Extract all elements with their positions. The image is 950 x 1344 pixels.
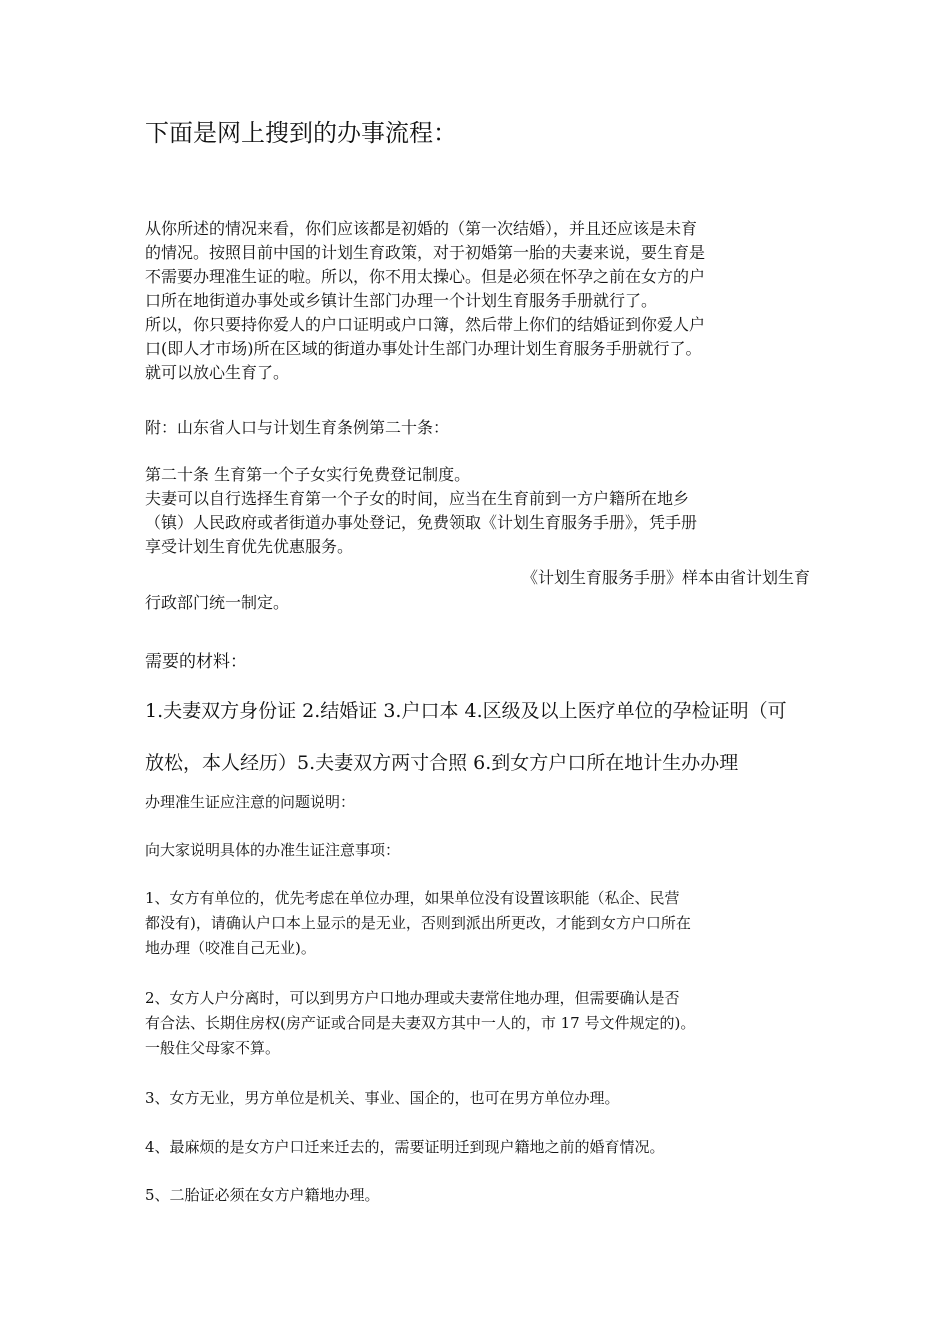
note-line: 都没有)，请确认户口本上显示的是无业，否则到派出所更改，才能到女方户口所在 <box>145 914 691 932</box>
article-paragraph <box>145 463 810 559</box>
intro-line: 口(即人才市场)所在区域的街道办事处计生部门办理计划生育服务手册就行了。 <box>145 339 702 358</box>
notes-intro: 向大家说明具体的办准生证注意事项： <box>145 841 401 859</box>
note-3: 3、女方无业，男方单位是机关、事业、国企的，也可在男方单位办理。 <box>145 1089 620 1107</box>
article-line: （镇）人民政府或者街道办事处登记，免费领取《计划生育服务手册》，凭手册 <box>145 513 698 532</box>
intro-line: 就可以放心生育了。 <box>145 363 290 382</box>
note-line: 地办理（咬准自己无业)。 <box>145 939 316 957</box>
materials-heading: 需要的材料： <box>145 652 247 672</box>
intro-line: 所以，你只要持你爱人的户口证明或户口簿，然后带上你们的结婚证到你爱人户 <box>145 315 706 334</box>
materials-line: 放松，本人经历）5.夫妻双方两寸合照 6.到女方户口所在地计生办办理 <box>145 752 739 774</box>
intro-line: 从你所述的情况来看，你们应该都是初婚的（第一次结婚），并且还应该是未育 <box>145 219 698 238</box>
article-right-line: 《计划生育服务手册》样本由省计划生育 <box>521 568 810 587</box>
note-line: 一般住父母家不算。 <box>145 1039 281 1057</box>
article-line: 享受计划生育优先优惠服务。 <box>145 537 354 556</box>
note-line: 1、女方有单位的，优先考虑在单位办理，如果单位没有设置该职能（私企、民营 <box>145 889 680 907</box>
article-line: 第二十条 生育第一个子女实行免费登记制度。 <box>145 465 471 484</box>
article-line: 夫妻可以自行选择生育第一个子女的时间，应当在生育前到一方户籍所在地乡 <box>145 489 690 508</box>
article-tail-line: 行政部门统一制定。 <box>145 593 290 612</box>
intro-line: 口所在地街道办事处或乡镇计生部门办理一个计划生育服务手册就行了。 <box>145 291 658 310</box>
materials-list <box>145 693 810 781</box>
note-5: 5、二胎证必须在女方户籍地办理。 <box>145 1186 380 1204</box>
intro-line: 不需要办理准生证的啦。所以，你不用太操心。但是必须在怀孕之前在女方的户 <box>145 267 706 286</box>
appendix-heading: 附：山东省人口与计划生育条例第二十条： <box>145 418 450 437</box>
intro-paragraph <box>145 217 810 385</box>
materials-line: 1.夫妻双方身份证 2.结婚证 3.户口本 4.区级及以上医疗单位的孕检证明（可 <box>145 700 787 722</box>
note-line: 有合法、长期住房权(房产证或合同是夫妻双方其中一人的，市 17 号文件规定的)。 <box>145 1014 696 1032</box>
note-1 <box>145 886 810 961</box>
page-title: 下面是网上搜到的办事流程： <box>145 119 457 147</box>
intro-line: 的情况。按照目前中国的计划生育政策，对于初婚第一胎的夫妻来说，要生育是 <box>145 243 706 262</box>
note-4: 4、最麻烦的是女方户口迁来迁去的，需要证明迁到现户籍地之前的婚育情况。 <box>145 1138 665 1156</box>
notes-heading: 办理准生证应注意的问题说明： <box>145 793 356 811</box>
note-line: 2、女方人户分离时，可以到男方户口地办理或夫妻常住地办理，但需要确认是否 <box>145 989 680 1007</box>
note-2 <box>145 986 810 1061</box>
